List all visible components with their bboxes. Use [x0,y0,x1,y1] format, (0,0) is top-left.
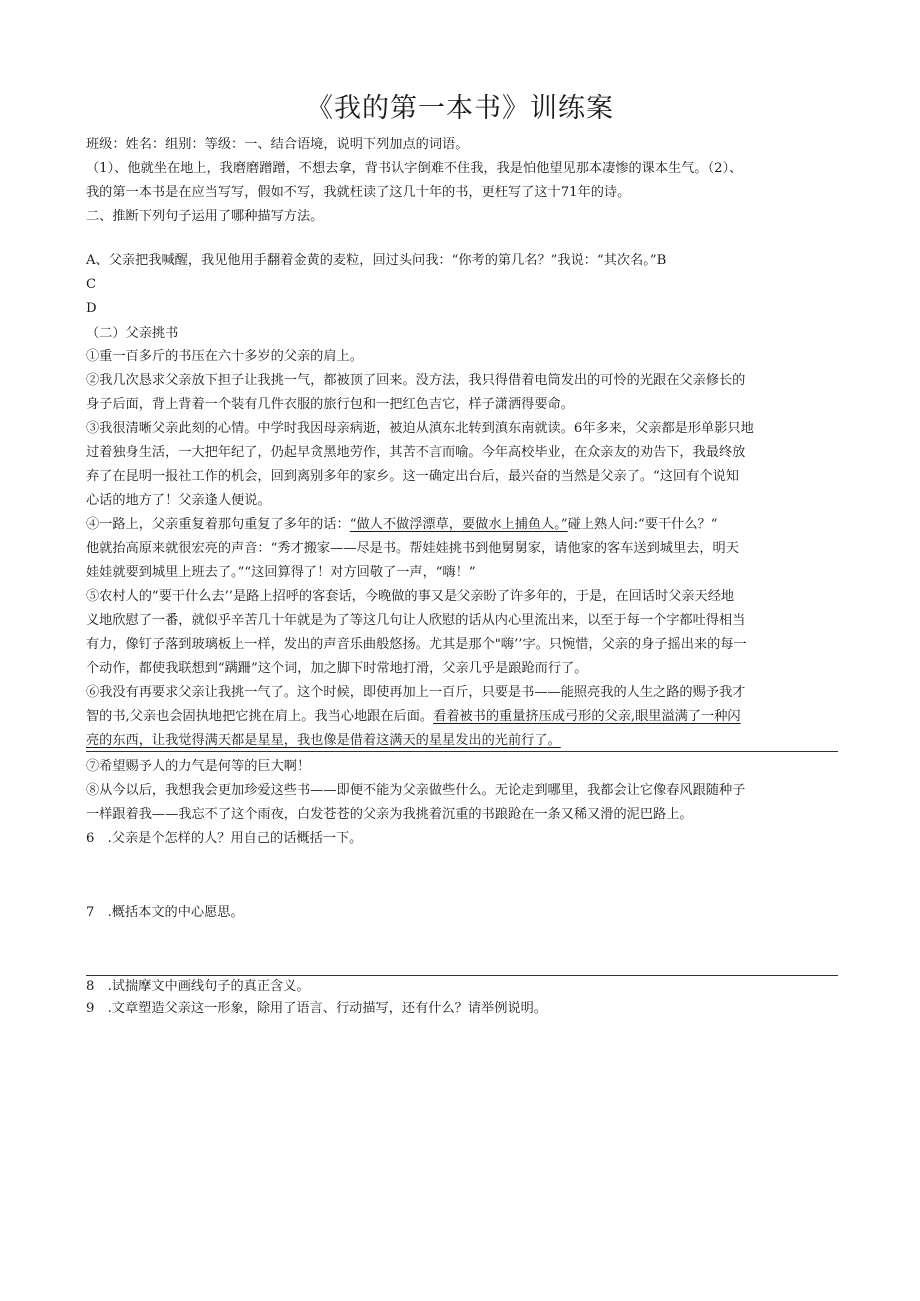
question-7: 7 .概括本文的中心愿思。 [86,905,244,920]
option-c-line: C [86,277,97,292]
question-1-line: （1）、他就坐在地上，我磨磨蹭蹭，不想去拿，背书认字倒难不住我，我是怕他望见那本凄惨的课本生气。（2）、 [86,161,743,176]
paragraph-6-line-2 [86,708,846,726]
answer-line [86,975,838,976]
question-8: 8 .试揣摩文中画线句子的真正含义。 [86,979,310,994]
page-title: 《我的第一本书》训练案 [306,93,614,124]
underlined-sentence-part-1: 看着被书的重量挤压成弓形的父亲,眼里溢满了一种闪 [433,709,741,724]
paragraph-8-line-2: 一样跟着我——我忘不了这个雨夜，白发苍苍的父亲为我挑着沉重的书踉跄在一条又稀又滑的泥巴路上。 [86,807,693,822]
paragraph-4-line-1 [86,516,846,534]
paragraph-3-line-2: 过着独身生活，一大把年纪了，仍起早贪黑地劳作，其苦不言而喻。今年高校毕业，在众亲友的劝告下，我最终放 [86,445,746,460]
paragraph-8-line-1: ⑧从今以后，我想我会更加珍爱这些书——即便不能为父亲做些什么。无论走到哪里，我都会让它像春风跟随种子 [86,783,746,798]
section-two-heading: 二、推断下列句子运用了哪种描写方法。 [86,209,324,224]
paragraph-5-line-4: 个动作，都使我联想到“蹒跚”这个词，加之脚下时常地打滑，父亲几乎是踉跄而行了。 [86,661,588,676]
underlined-quote: “做人不做浮漂草，要做水上捕鱼人。” [349,517,568,532]
underlined-sentence-part-2: 亮的东西，让我觉得满天都是星星，我也像是借着这满天的星星发出的光前行了。 [86,733,561,748]
header-info-line: 班级：姓名：组别：等级：一、结合语境，说明下列加点的词语。 [86,137,469,152]
paragraph-4-intro: ④一路上，父亲重复着那句重复了多年的话： [86,517,350,532]
paragraph-4-tail: 碰上熟人问:“要干什么？“ [567,517,718,532]
paragraph-6-line-3 [86,732,846,750]
paragraph-4-line-2: 他就抬高原来就很宏亮的声音：“秀才搬家——尽是书。帮娃娃挑书到他舅舅家，请他家的客车送到城里去，明天 [86,541,739,556]
paragraph-5-line-3: 有力，像钉子落到玻璃板上一样，发出的声音乐曲般悠扬。尤其是那个"嗨’’字。只惋惜，父亲的身子摇出来的每一 [86,637,747,652]
paragraph-4-line-3: 娃娃就要到城里上班去了。”“这回算得了！对方回敬了一声，“嗨！” [86,565,476,580]
option-a-line: A、父亲把我喊醒，我见他用手翻着金黄的麦粒，回过头问我：“你考的第几名？”我说：“其次名。”B [86,253,667,268]
paragraph-3-line-4: 心话的地方了！父亲逢人便说。 [86,493,271,508]
option-d-line: D [86,301,97,316]
paragraph-3-line-1: ③我很清晰父亲此刻的心情。中学时我因母亲病逝，被迫从滇东北转到滇东南就读。6年多来，父亲都是形单影只地 [86,421,754,436]
paragraph-6-plain: 智的书,父亲也会固执地把它挑在肩上。我当心地跟在后面。 [86,709,434,724]
question-9: 9 .文章塑造父亲这一形象，除用了语言、行动描写，还有什么？请举例说明。 [86,1001,547,1016]
paragraph-5-line-2: 义地欣慰了一番，就似乎辛苦几十年就是为了等这几句让人欣慰的话从内心里流出来，以至于每一个字都吐得相当 [86,613,746,628]
divider-line [86,751,838,752]
paragraph-5-line-1: ⑤农村人的“要干什么去’’是路上招呼的客套话，今晚做的事又是父亲盼了许多年的，于是，在回话时父亲天经地 [86,589,735,604]
question-6: 6 .父亲是个怎样的人？用自己的话概括一下。 [86,831,363,846]
paragraph-2-line-1: ②我几次恳求父亲放下担子让我挑一气，都被顶了回来。没方法，我只得借着电筒发出的可怜的光跟在父亲修长的 [86,373,746,388]
passage-heading: （二）父亲挑书 [86,326,179,341]
paragraph-7: ⑦希望赐予人的力气是何等的巨大啊！ [86,759,311,774]
paragraph-3-line-3: 弃了在昆明一报社工作的机会，回到离别多年的家乡。这一确定出台后，最兴奋的当然是父亲了。“这回有个说知 [86,469,739,484]
paragraph-6-line-1: ⑥我没有再要求父亲让我挑一气了。这个时候，即使再加上一百斤，只要是书——能照亮我的人生之路的赐予我才 [86,685,746,700]
paragraph-2-line-2: 身子后面，背上背着一个装有几件衣服的旅行包和一把红色吉它，样子潇洒得要命。 [86,397,574,412]
question-2-line: 我的第一本书是在应当写写，假如不写，我就枉读了这几十年的书，更枉写了这十71年的诗。 [86,185,631,200]
paragraph-1: ①重一百多斤的书压在六十多岁的父亲的肩上。 [86,349,363,364]
